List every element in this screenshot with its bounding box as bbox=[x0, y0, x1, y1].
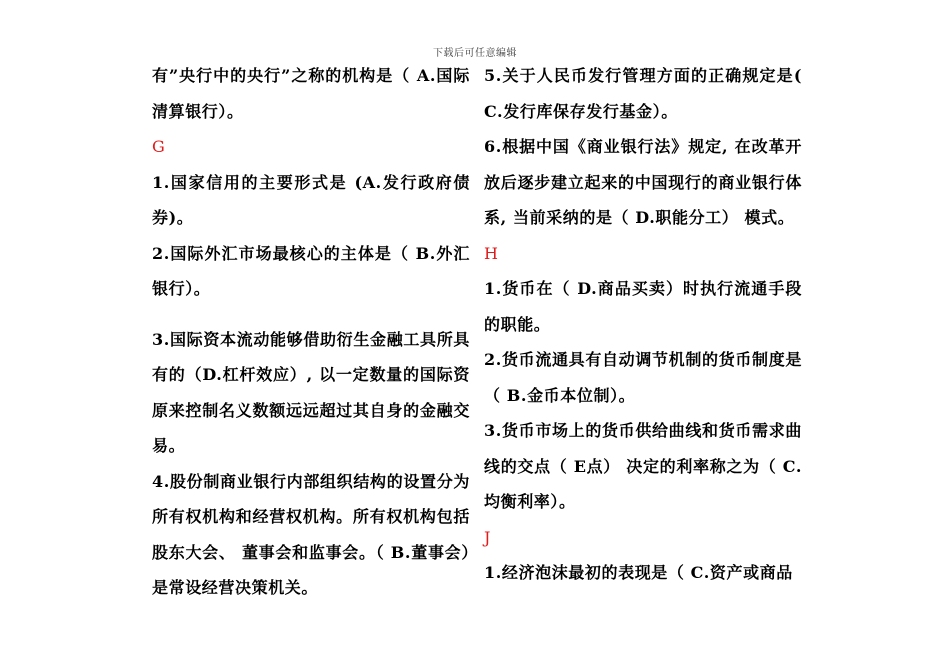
question-j1: 1.经济泡沫最初的表现是（ C.资产或商品 bbox=[484, 563, 793, 582]
question-h3: 3.货币市场上的货币供给曲线和货币需求曲线的交点（ E点） 决定的利率称之为（ C.均衡利率）。 bbox=[484, 421, 802, 511]
left-column bbox=[152, 58, 470, 606]
question-h1: 1.货币在（ D.商品买卖）时执行流通手段的职能。 bbox=[484, 279, 802, 334]
question-g4: 4.股份制商业银行内部组织结构的设置分为所有权机构和经营权机构。所有权机构包括股东大会、 董事会和监事会。（ B.董事会）是常设经营决策机关。 bbox=[152, 471, 470, 597]
question-g6: 6.根据中国《商业银行法》规定, 在改革开放后逐步建立起来的中国现行的商业银行体系, 当前采纳的是（ D.职能分工） 模式。 bbox=[484, 137, 802, 227]
page-header-note: 下载后可任意编辑 bbox=[433, 48, 517, 59]
paragraph-gap bbox=[152, 307, 470, 322]
section-letter-h: H bbox=[484, 243, 498, 263]
question-g5: 5.关于人民币发行管理方面的正确规定是( C.发行库保存发行基金）。 bbox=[484, 66, 802, 121]
intro-paragraph: 有”央行中的央行”之称的机构是（ A.国际清算银行）。 bbox=[152, 66, 470, 121]
right-column bbox=[484, 58, 802, 591]
question-g3: 3.国际资本流动能够借助衍生金融工具所具有的（D.杠杆效应）, 以一定数量的国际资原来控制名义数额远远超过其自身的金融交易。 bbox=[152, 329, 470, 455]
section-letter-g: G bbox=[152, 137, 165, 156]
section-letter-j: J bbox=[484, 527, 491, 547]
question-g1: 1.国家信用的主要形式是 (A.发行政府债券)。 bbox=[152, 172, 470, 227]
question-h2: 2.货币流通具有自动调节机制的货币制度是（ B.金币本位制）。 bbox=[484, 350, 802, 405]
question-g2: 2.国际外汇市场最核心的主体是（ B.外汇银行）。 bbox=[152, 243, 470, 298]
